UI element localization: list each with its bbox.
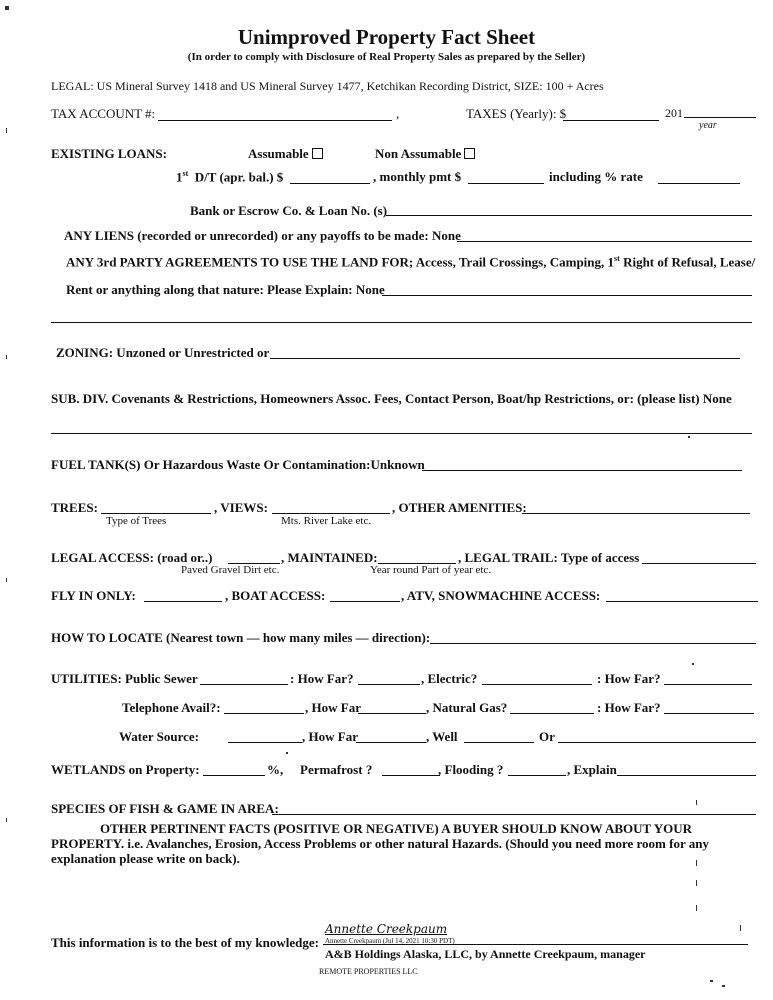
fuel-label: FUEL TANK(S) Or Hazardous Waste Or Contamination: (51, 457, 371, 472)
existing-loans-label: EXISTING LOANS: (51, 146, 167, 161)
fly-in-field[interactable] (144, 601, 222, 602)
natural-gas-field[interactable] (510, 713, 594, 714)
flooding-label: , Flooding ? (438, 762, 504, 777)
pertinent-line-2: PROPERTY. i.e. Avalanches, Erosion, Access Problems or other natural Hazards. (Should you need more room for any (51, 836, 709, 851)
bank-field[interactable] (386, 215, 752, 216)
page-title: Unimproved Property Fact Sheet (237, 25, 536, 49)
atv-access-label: , ATV, SNOWMACHINE ACCESS: (401, 588, 601, 603)
wetlands-field[interactable] (203, 775, 265, 776)
liens-label: ANY LIENS (recorded or unrecorded) or any payoffs to be made: (64, 228, 429, 243)
well-label: , Well (426, 729, 458, 744)
monthly-pmt-field[interactable] (468, 183, 544, 184)
fuel-value: Unknown (370, 457, 425, 472)
telephone-label: Telephone Avail?: (122, 700, 221, 715)
water-source-label: Water Source: (119, 729, 200, 744)
water-source-field[interactable] (228, 742, 302, 743)
liens-value: None (431, 228, 461, 243)
dt-balance-field[interactable] (290, 183, 370, 184)
amenities-label: , OTHER AMENITIES: (392, 500, 527, 515)
trees-caption: Type of Trees (106, 515, 167, 527)
flooding-field[interactable] (508, 775, 566, 776)
agreements-line-1: ANY 3rd PARTY AGREEMENTS TO USE THE LAND FOR; Access, Trail Crossings, Camping, 1st Right of Refusal, Lease/ (66, 254, 756, 270)
legal-description: LEGAL: US Mineral Survey 1418 and US Mineral Survey 1477, Ketchikan Recording District, SIZE: 100 + Acres (51, 79, 604, 93)
electric-how-far-field[interactable] (664, 684, 752, 685)
non-assumable-option[interactable] (375, 146, 475, 162)
pertinent-line-3: explanation please write on back). (51, 851, 240, 866)
sewer-how-far-label: : How Far? (290, 671, 354, 686)
monthly-pmt-label: , monthly pmt $ (373, 169, 462, 184)
tax-year-field[interactable] (684, 117, 756, 118)
water-how-far-field[interactable] (356, 742, 426, 743)
permafrost-field[interactable] (382, 775, 440, 776)
dt-first-label: 1st D/T (apr. bal.) $ (176, 169, 284, 185)
non-assumable-checkbox[interactable] (464, 148, 475, 159)
signature-stamp: Annette Creekpaum (Jul 14, 2021 10:30 PDT) (325, 937, 455, 945)
atv-access-field[interactable] (606, 601, 758, 602)
agreements-line-2: Rent or anything along that nature: Please Explain: None (66, 282, 385, 297)
legal-trail-label: , LEGAL TRAIL: Type of access (458, 550, 640, 565)
bank-label: Bank or Escrow Co. & Loan No. (s) (190, 203, 388, 218)
boat-access-field[interactable] (330, 601, 400, 602)
maintained-label: , MAINTAINED: (281, 550, 378, 565)
fly-in-label: FLY IN ONLY: (51, 588, 136, 603)
or-label: Or (539, 729, 555, 744)
utilities-label: UTILITIES: Public Sewer (51, 671, 198, 686)
agreements-extra-line[interactable] (51, 322, 752, 323)
non-assumable-label: Non Assumable (375, 146, 462, 161)
page-subtitle: (In order to comply with Disclosure of Real Property Sales as prepared by the Seller) (187, 51, 586, 63)
tax-account-label: TAX ACCOUNT #: (51, 106, 156, 121)
subdiv-row (51, 391, 732, 407)
zoning-label: ZONING: Unzoned or Unrestricted or (56, 345, 270, 360)
taxes-label: TAXES (Yearly): $ (466, 106, 567, 121)
species-label: SPECIES OF FISH & GAME IN AREA: (51, 801, 279, 816)
subdiv-value: None (702, 391, 732, 406)
wetlands-label: WETLANDS on Property: (51, 762, 200, 777)
legal-access-label: LEGAL ACCESS: (road or..) (51, 550, 213, 565)
gas-how-far-label: : How Far? (597, 700, 661, 715)
maintained-caption: Year round Part of year etc. (370, 564, 492, 576)
fuel-row (51, 457, 425, 473)
zoning-field[interactable] (270, 358, 740, 359)
electric-how-far-label: : How Far? (597, 671, 661, 686)
views-label: , VIEWS: (214, 500, 268, 515)
tax-comma: , (396, 106, 400, 121)
natural-gas-label: , Natural Gas? (426, 700, 508, 715)
amenities-field[interactable] (522, 513, 750, 514)
rate-label: including % rate (549, 169, 643, 184)
permafrost-label: Permafrost ? (300, 762, 373, 777)
subdiv-field[interactable] (51, 433, 752, 434)
tax-year-prefix: 201 (665, 106, 683, 120)
assumable-option[interactable] (248, 146, 323, 162)
agreements-field[interactable] (382, 295, 752, 296)
boat-access-label: , BOAT ACCESS: (225, 588, 326, 603)
trees-label: TREES: (51, 500, 98, 515)
legal-access-caption: Paved Gravel Dirt etc. (181, 564, 280, 576)
signature-label: This information is to the best of my knowledge: (51, 935, 319, 950)
signer-line: A&B Holdings Alaska, LLC, by Annette Creekpaum, manager (325, 947, 646, 961)
assumable-checkbox[interactable] (312, 148, 323, 159)
trees-field[interactable] (101, 513, 211, 514)
telephone-how-far-field[interactable] (358, 713, 426, 714)
pertinent-line-1: OTHER PERTINENT FACTS (POSITIVE OR NEGATIVE) A BUYER SHOULD KNOW ABOUT YOUR (100, 821, 692, 836)
sewer-field[interactable] (200, 684, 288, 685)
locate-field[interactable] (430, 643, 756, 644)
explain-field[interactable] (617, 775, 756, 776)
footer-company: REMOTE PROPERTIES LLC (319, 967, 418, 976)
species-field[interactable] (272, 814, 756, 815)
signature-line[interactable] (323, 944, 748, 945)
electric-field[interactable] (482, 684, 592, 685)
wetlands-percent: %, (267, 762, 284, 777)
views-field[interactable] (272, 513, 390, 514)
tax-year-caption: year (699, 120, 717, 131)
legal-trail-field[interactable] (642, 563, 756, 564)
tax-account-field[interactable] (158, 120, 392, 121)
subdiv-label: SUB. DIV. Covenants & Restrictions, Homeowners Assoc. Fees, Contact Person, Boat/hp Restrictions, or: (please list) (51, 391, 700, 406)
liens-row (64, 228, 461, 244)
assumable-label: Assumable (248, 146, 309, 161)
views-caption: Mts. River Lake etc. (281, 515, 372, 527)
sewer-how-far-field[interactable] (358, 684, 420, 685)
fuel-field[interactable] (422, 470, 742, 471)
signature-image: Annette Creekpaum (325, 922, 448, 936)
telephone-field[interactable] (224, 713, 304, 714)
rate-field[interactable] (658, 183, 740, 184)
gas-how-far-field[interactable] (664, 713, 754, 714)
water-other-field[interactable] (558, 742, 756, 743)
electric-label: , Electric? (421, 671, 478, 686)
telephone-how-far-label: , How Far (305, 700, 361, 715)
explain-label: , Explain (567, 762, 617, 777)
liens-field[interactable] (457, 241, 752, 242)
taxes-field[interactable] (563, 120, 659, 121)
locate-label: HOW TO LOCATE (Nearest town — how many miles — direction): (51, 630, 431, 645)
well-field[interactable] (464, 742, 534, 743)
water-how-far-label: , How Far (302, 729, 358, 744)
